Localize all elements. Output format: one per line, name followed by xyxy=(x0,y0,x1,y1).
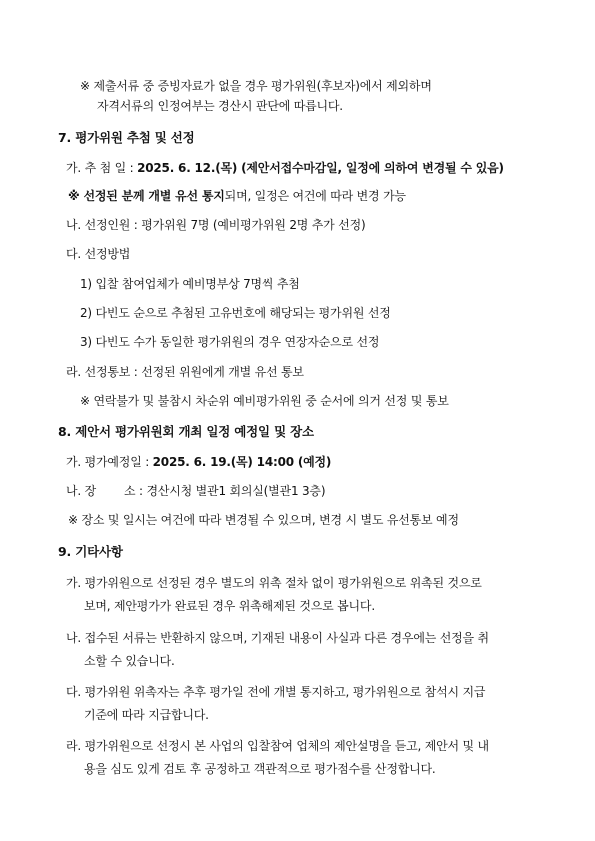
section7-da: 다. 선정방법 xyxy=(66,247,131,261)
section7-na: 나. 선정인원 : 평가위원 7명 (예비평가위원 2명 추가 선정) xyxy=(66,218,366,232)
section8-ga-value: 2025. 6. 19.(목) 14:00 (예정) xyxy=(152,455,332,469)
section9-item-4-line2: 용을 심도 있게 검토 후 공정하고 객관적으로 평가점수를 산정합니다. xyxy=(84,762,436,776)
section9-item-1-line1: 가. 평가위원으로 선정된 경우 별도의 위촉 절차 없이 평가위원으로 위촉된 것으로 xyxy=(66,576,482,590)
note-top-line1 xyxy=(80,78,432,94)
section9-item-2-line2: 소할 수 있습니다. xyxy=(84,654,175,668)
section7-ga xyxy=(66,160,504,176)
section7-notice-rest: 되며, 일정은 여건에 따라 변경 가능 xyxy=(224,189,406,203)
section7-ra: 라. 선정통보 : 선정된 위원에게 개별 유선 통보 xyxy=(66,365,304,379)
section9-item-2-line1: 나. 접수된 서류는 반환하지 않으며, 기재된 내용이 사실과 다른 경우에는 선정을 취 xyxy=(66,631,489,645)
section8-title: 8. 제안서 평가위원회 개최 일정 예정일 및 장소 xyxy=(58,424,314,439)
section7-ga-label: 가. 추 첨 일 : xyxy=(66,161,138,175)
section7-ga-value: 2025. 6. 12.(목) (제안서접수마감일, 일정에 의하여 변경될 수 있음) xyxy=(137,161,504,175)
section7-title: 7. 평가위원 추첨 및 선정 xyxy=(58,130,195,145)
section9-title: 9. 기타사항 xyxy=(58,544,123,559)
section7-method-3: 3) 다빈도 수가 동일한 평가위원의 경우 연장자순으로 선정 xyxy=(80,335,380,349)
section7-notice-bold: ※ 선정된 분께 개별 유선 통지 xyxy=(68,189,225,203)
section7-notice xyxy=(68,188,406,204)
note-top-line2: 자격서류의 인정여부는 경산시 판단에 따릅니다. xyxy=(97,99,343,113)
section8-note-text: 장소 및 일시는 여건에 따라 변경될 수 있으며, 변경 시 별도 유선통보 예정 xyxy=(81,513,459,527)
section7-ra-note-text: 연락불가 및 불참시 차순위 예비평가위원 중 순서에 의거 선정 및 통보 xyxy=(93,394,449,408)
reference-mark: ※ xyxy=(80,394,90,408)
section8-na xyxy=(66,483,325,499)
reference-mark: ※ xyxy=(68,513,78,527)
section9-item-3-line1: 다. 평가위원 위촉자는 추후 평가일 전에 개별 통지하고, 평가위원으로 참석시 지급 xyxy=(66,685,486,699)
reference-mark: ※ xyxy=(80,79,90,93)
section9-item-4-line1: 라. 평가위원으로 선정시 본 사업의 입찰참여 업체의 제안설명을 듣고, 제안서 및 내 xyxy=(66,739,489,753)
note-top-text1: 제출서류 중 증빙자료가 없을 경우 평가위원(후보자)에서 제외하며 xyxy=(93,79,432,93)
section9-item-3-line2: 기준에 따라 지급합니다. xyxy=(84,708,209,722)
section7-ra-note xyxy=(80,393,449,409)
section8-na-label2: 소 : 경산시청 별관1 회의실(별관1 3층) xyxy=(124,484,326,498)
section7-method-1: 1) 입찰 참여업체가 예비명부상 7명씩 추첨 xyxy=(80,277,300,291)
section8-note xyxy=(68,512,459,528)
section8-ga-label: 가. 평가예정일 : xyxy=(66,455,153,469)
section9-item-1-line2: 보며, 제안평가가 완료된 경우 위촉해제된 것으로 봅니다. xyxy=(84,599,375,613)
section8-na-label: 나. 장 xyxy=(66,484,97,498)
section8-ga xyxy=(66,454,331,470)
section7-method-2: 2) 다빈도 순으로 추첨된 고유번호에 해당되는 평가위원 선정 xyxy=(80,306,391,320)
